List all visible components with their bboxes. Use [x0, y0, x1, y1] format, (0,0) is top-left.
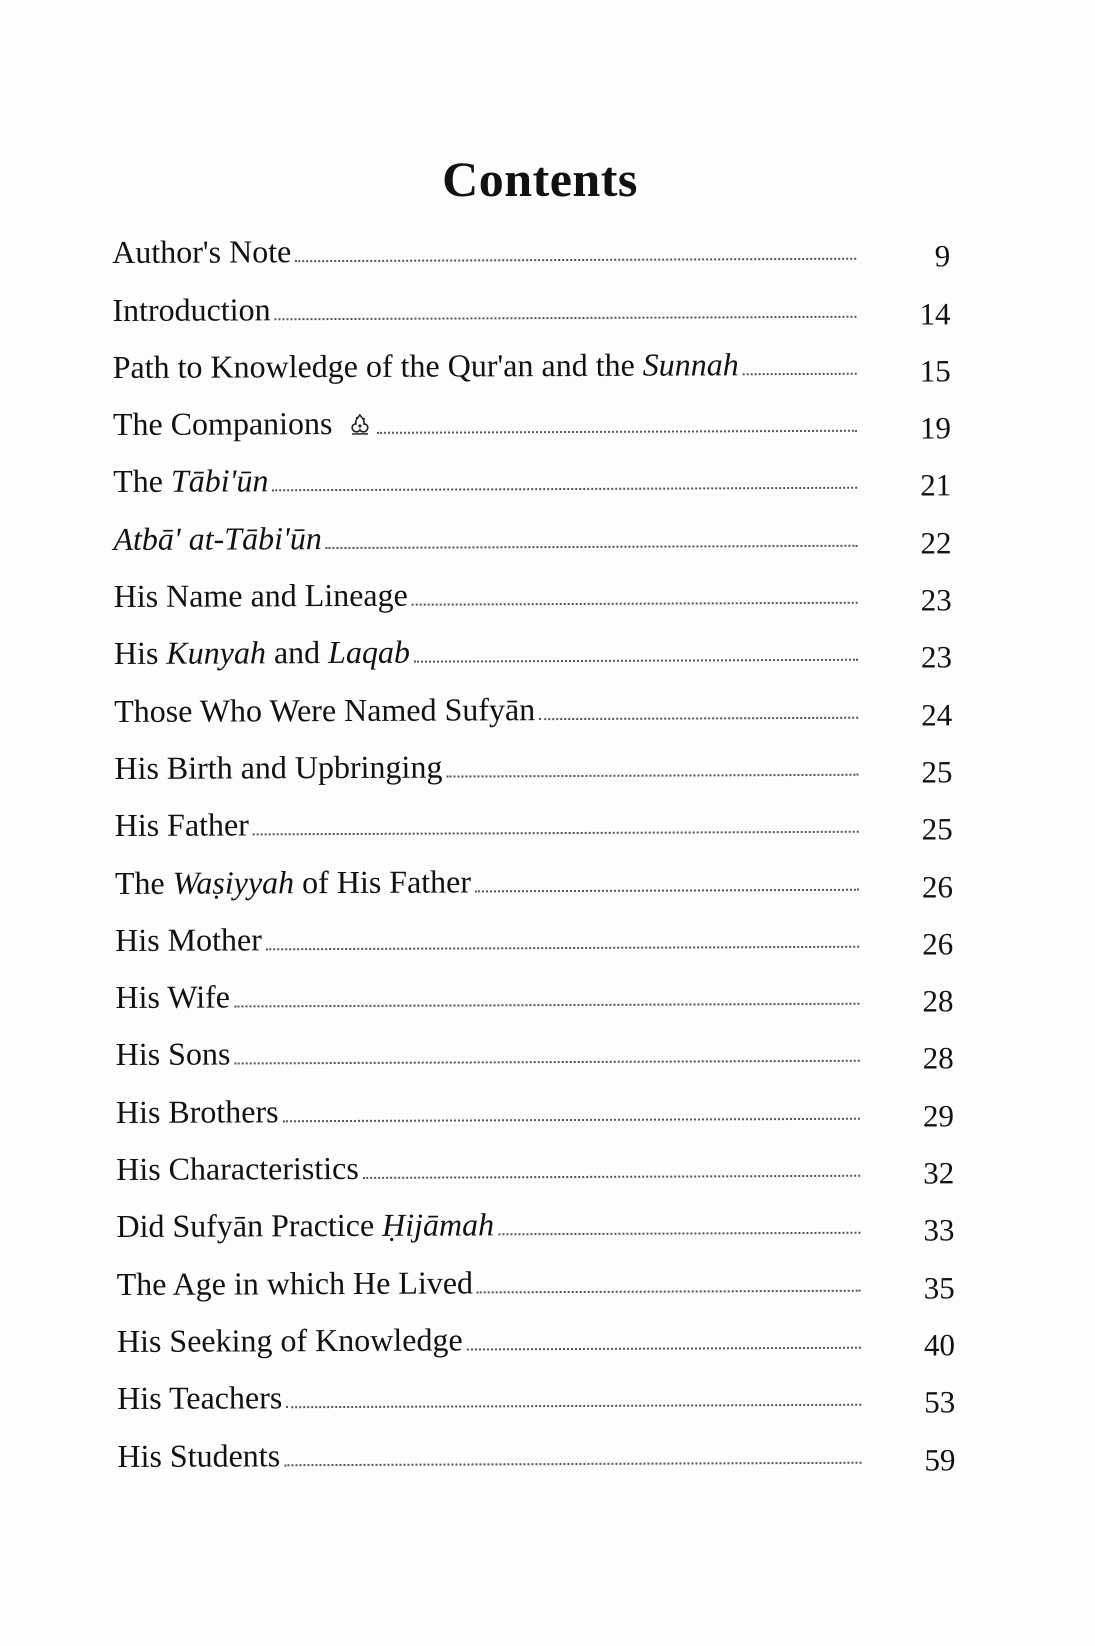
toc-entry — [116, 1071, 954, 1132]
title-text: His Mother — [115, 921, 262, 958]
title-text: His Wife — [115, 978, 231, 1016]
toc-entry-title — [117, 1262, 474, 1304]
dot-leader — [326, 545, 858, 549]
toc-entry-title — [113, 461, 268, 502]
dot-leader — [539, 716, 858, 719]
title-text: and — [265, 634, 329, 671]
italic-term: Atbā' at-Tābi'ūn — [113, 519, 322, 557]
title-text: The Companions — [112, 405, 341, 443]
toc-entry — [114, 670, 952, 731]
toc-entry — [115, 842, 953, 903]
page-number: 59 — [924, 1441, 956, 1477]
toc-entry-title — [114, 632, 410, 673]
toc-entry-title — [113, 518, 322, 559]
title-text: Did Sufyān Practice — [116, 1207, 383, 1245]
page-number: 25 — [921, 811, 953, 847]
toc-entry-title — [117, 1378, 282, 1419]
title-text: Introduction — [112, 290, 271, 328]
toc-entry — [115, 899, 953, 960]
italic-term: Kunyah — [166, 634, 266, 672]
page-number: 28 — [922, 1040, 954, 1076]
title-text: of His Father — [294, 863, 472, 900]
title-text: His Sons — [115, 1035, 231, 1073]
page-number: 19 — [919, 410, 952, 446]
page-number: 26 — [922, 926, 954, 962]
title-text: The — [113, 463, 171, 500]
title-text: His Brothers — [115, 1093, 279, 1130]
toc-entry-title — [114, 747, 442, 788]
dot-leader — [253, 831, 859, 836]
page-number: 23 — [920, 639, 953, 675]
table-of-contents — [112, 211, 955, 1475]
toc-entry-title — [114, 575, 408, 616]
toc-entry — [114, 727, 952, 788]
toc-entry — [114, 612, 952, 673]
toc-entry — [117, 1357, 955, 1418]
title-text: The Age in which He Lived — [116, 1264, 474, 1302]
italic-term: Laqab — [328, 634, 410, 671]
toc-entry — [112, 269, 950, 330]
italic-term: Sunnah — [642, 346, 739, 383]
dot-leader — [477, 1289, 861, 1293]
toc-entry-title — [117, 1435, 280, 1476]
italic-term: Tābi'ūn — [170, 462, 269, 500]
page-number: 32 — [923, 1155, 955, 1191]
dot-leader — [376, 430, 856, 434]
dot-leader — [412, 602, 858, 606]
toc-entry — [113, 498, 951, 559]
page-number: 28 — [922, 983, 954, 1019]
dot-leader — [275, 315, 857, 320]
title-text: His Birth and Upbringing — [114, 748, 443, 786]
dot-leader — [286, 1404, 861, 1409]
toc-entry-title — [113, 403, 373, 444]
title-text: Path to Knowledge of the Qur'an and the — [112, 346, 643, 385]
toc-entry — [115, 784, 953, 845]
toc-entry-title — [116, 1205, 494, 1247]
page-number: 33 — [923, 1212, 955, 1248]
toc-entry-title — [113, 344, 739, 387]
title-text: His Students — [117, 1436, 281, 1474]
dot-leader — [475, 888, 859, 892]
toc-entry-title — [116, 1091, 279, 1132]
title-text: Author's Note — [112, 233, 292, 271]
dot-leader — [295, 258, 856, 262]
toc-entry-title — [115, 977, 230, 1017]
page-title: Contents — [442, 151, 638, 207]
toc-entry — [114, 555, 952, 616]
page-number: 9 — [934, 238, 951, 274]
dot-leader — [283, 1117, 860, 1122]
dot-leader — [266, 946, 859, 951]
dot-leader — [446, 774, 858, 778]
toc-entry-title — [112, 232, 291, 273]
toc-entry-title — [115, 861, 471, 903]
title-text: His Seeking of Knowledge — [116, 1321, 463, 1359]
dot-leader — [272, 487, 857, 492]
dot-leader — [363, 1175, 860, 1179]
toc-entry-title — [115, 919, 262, 960]
dot-leader — [234, 1060, 859, 1065]
toc-entry — [113, 383, 951, 444]
toc-entry — [117, 1415, 955, 1476]
toc-entry — [116, 1128, 954, 1189]
dot-leader — [234, 1003, 859, 1008]
toc-entry — [112, 211, 950, 272]
dot-leader — [284, 1461, 861, 1466]
title-text: The — [114, 864, 173, 901]
title-text: His Name and Lineage — [113, 576, 408, 615]
page-number: 24 — [921, 697, 953, 733]
toc-entry — [116, 1185, 954, 1246]
title-text: His Father — [114, 806, 249, 844]
toc-entry — [113, 441, 951, 502]
italic-term: Waṣiyyah — [172, 863, 295, 901]
page-number: 25 — [921, 754, 953, 790]
page-number: 35 — [923, 1269, 955, 1306]
toc-entry-title — [116, 1034, 231, 1075]
toc-entry — [115, 956, 953, 1017]
toc-entry — [113, 326, 951, 387]
page-number: 22 — [920, 525, 952, 561]
page-number: 23 — [920, 582, 952, 618]
toc-entry — [117, 1243, 955, 1304]
title-text: His Characteristics — [116, 1149, 359, 1188]
dot-leader — [498, 1232, 860, 1236]
title-text: His Teachers — [117, 1379, 283, 1417]
toc-entry-title — [114, 689, 535, 731]
page-number: 26 — [921, 868, 954, 905]
honorific-icon — [346, 412, 372, 438]
toc-entry-title — [117, 1319, 463, 1361]
title-text: His — [113, 635, 167, 672]
dot-leader — [414, 659, 858, 663]
page-number: 40 — [923, 1327, 956, 1363]
page-number: 53 — [924, 1384, 956, 1420]
toc-entry-title — [112, 289, 270, 330]
toc-entry — [117, 1300, 955, 1361]
page-number: 29 — [922, 1098, 955, 1134]
italic-term: Ḥijāmah — [382, 1206, 495, 1244]
page-number: 21 — [920, 467, 952, 503]
dot-leader — [743, 373, 857, 375]
toc-entry — [116, 1013, 954, 1074]
title-text: Those Who Were Named Sufyān — [114, 690, 536, 729]
page-number: 14 — [919, 295, 951, 332]
toc-entry-title — [115, 805, 249, 846]
toc-entry-title — [116, 1148, 359, 1189]
page-number: 15 — [919, 353, 951, 389]
dot-leader — [467, 1347, 861, 1351]
